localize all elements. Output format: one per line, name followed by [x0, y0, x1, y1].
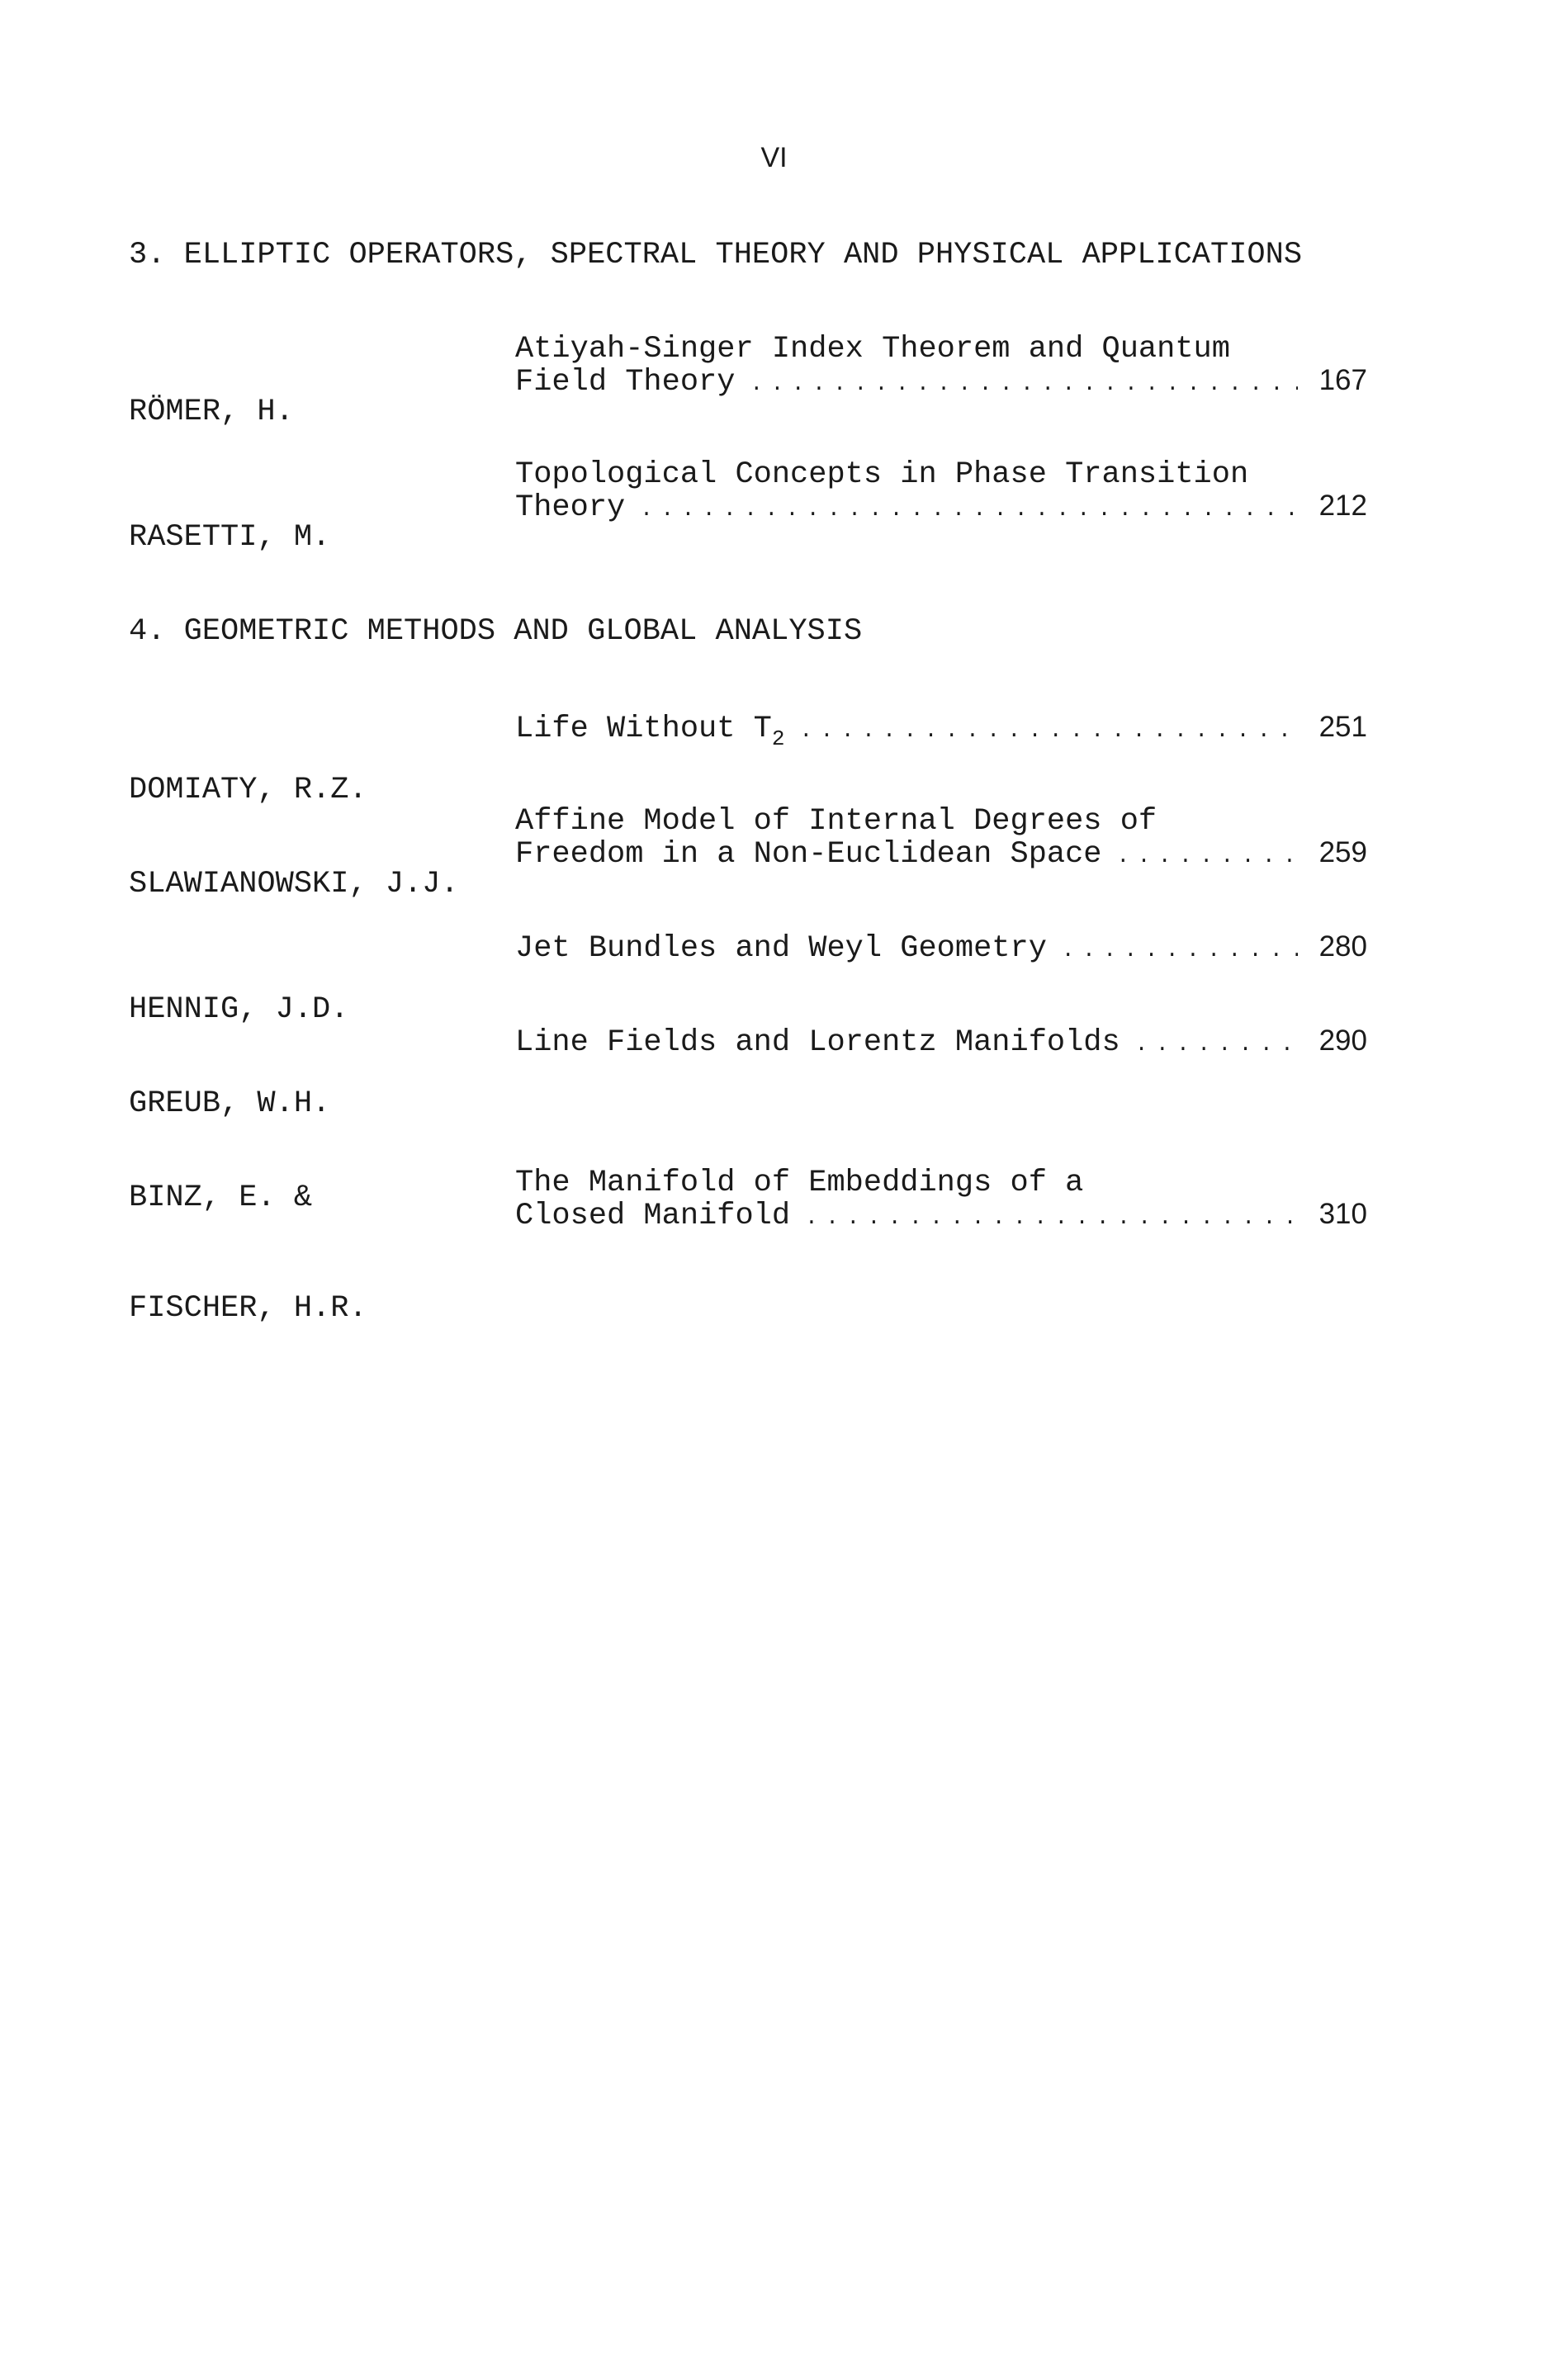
dot-leader — [640, 494, 1298, 525]
author-name: SLAWIANOWSKI, J.J. — [129, 867, 459, 901]
page-ref: 259 — [1318, 836, 1367, 868]
title-subscript: 2 — [771, 726, 785, 751]
author-name: FISCHER, H.R. — [129, 1291, 367, 1326]
title-line: Theory — [515, 490, 626, 525]
title-line: Affine Model of Internal Degrees of — [515, 804, 1157, 839]
author-name: RASETTI, M. — [129, 520, 331, 555]
author-name: DOMIATY, R.Z. — [129, 773, 367, 807]
title-last-line — [515, 1198, 1367, 1233]
page-ref: 251 — [1318, 711, 1367, 743]
dot-leader — [750, 368, 1298, 400]
title-last-line — [515, 836, 1367, 872]
entry-title — [515, 332, 1367, 400]
entry-title — [515, 711, 1367, 751]
author-name: HENNIG, J.D. — [129, 992, 349, 1027]
dot-leader — [805, 1202, 1298, 1233]
entry-title — [515, 930, 1367, 966]
title-last-line — [515, 1024, 1367, 1060]
title-line: Field Theory — [515, 365, 736, 400]
title-line: The Manifold of Embeddings of a — [515, 1166, 1084, 1200]
page-ref: 310 — [1318, 1198, 1367, 1230]
title-line: Atiyah-Singer Index Theorem and Quantum — [515, 332, 1230, 367]
title-last-line — [515, 711, 1367, 751]
dot-leader — [1062, 934, 1298, 966]
page-number: VI — [760, 142, 788, 173]
title-line: Freedom in a Non-Euclidean Space — [515, 837, 1102, 872]
entry-author — [129, 459, 330, 616]
title-line: Closed Manifold — [515, 1199, 791, 1233]
author-name: BINZ, E. & — [129, 1181, 313, 1215]
dot-leader — [1135, 1029, 1298, 1060]
entry-title — [515, 1166, 1367, 1233]
title-line: Topological Concepts in Phase Transition — [515, 457, 1249, 492]
entry-title — [515, 457, 1367, 525]
section-heading: 4. GEOMETRIC METHODS AND GLOBAL ANALYSIS — [129, 614, 863, 649]
page-ref: 290 — [1318, 1024, 1367, 1057]
page-ref: 212 — [1318, 490, 1367, 522]
entry-author — [129, 1119, 367, 1387]
title-last-line — [515, 364, 1367, 400]
page-ref: 280 — [1318, 930, 1367, 963]
section-heading: 3. ELLIPTIC OPERATORS, SPECTRAL THEORY AND PHYSICAL APPLICATIONS — [129, 238, 1303, 272]
title-line: Jet Bundles and Weyl Geometry — [515, 931, 1047, 966]
author-name: RÖMER, H. — [129, 395, 294, 429]
title-text: Life Without T — [515, 712, 772, 746]
dot-leader — [799, 715, 1298, 746]
title-last-line — [515, 490, 1367, 525]
dot-leader — [1117, 840, 1298, 872]
author-name: GREUB, W.H. — [129, 1086, 331, 1121]
entry-title — [515, 804, 1367, 872]
title-line — [515, 712, 785, 751]
entry-title — [515, 1024, 1367, 1060]
page-ref: 167 — [1318, 364, 1367, 396]
title-line: Line Fields and Lorentz Manifolds — [515, 1025, 1120, 1060]
title-last-line — [515, 930, 1367, 966]
